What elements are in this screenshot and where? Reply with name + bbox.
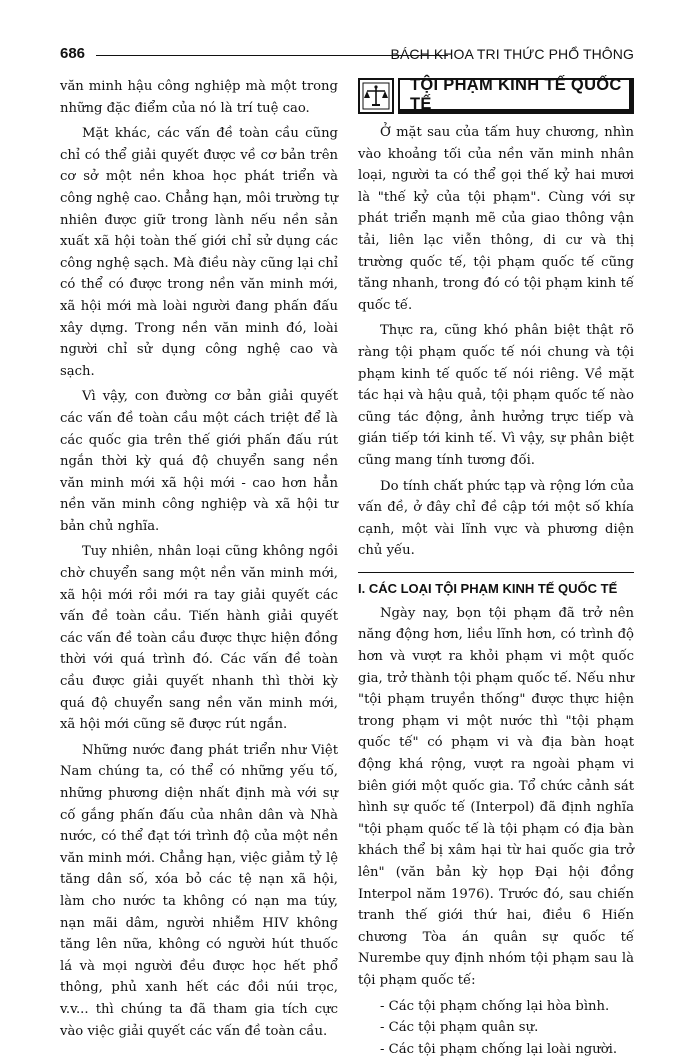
running-title: BÁCH KHOA TRI THỨC PHỔ THÔNG <box>390 46 634 62</box>
section-heading <box>358 76 634 116</box>
left-column <box>60 76 338 1046</box>
paragraph: Ngày nay, bọn tội phạm đã trở nên năng động hơn, liều lĩnh hơn, có trình độ hơn và vượt ra khỏi phạm vi một quốc gia, trở thành tội phạm quốc tế. Nếu như "tội phạm truyền thống" được thực hiện trong phạm vi một nước thì "tội phạm quốc tế" có phạm vi và địa bàn hoạt động khá rộng, vượt ra ngoài phạm vi biên giới một quốc gia. Tổ chức cảnh sát hình sự quốc tế (Interpol) đã định nghĩa "tội phạm quốc tế là tội phạm có địa bàn khách thể bị xâm hại từ hai quốc gia trở lên" (văn bản kỳ họp Đại hội đồng Interpol năm 1976). Trước đó, sau chiến tranh thế giới thứ hai, điều 6 Hiến chương Tòa án quân sự quốc tế Nurembe quy định nhóm tội phạm sau là tội phạm quốc tế: <box>358 605 634 988</box>
paragraph: Vì vậy, con đường cơ bản giải quyết các vấn đề toàn cầu một cách triệt để là các quốc gia trên thế giới phấn đấu rút ngắn thời kỳ quá độ chuyển sang nền văn minh mới xã hội mới - cao hơn hẳn nền văn minh công nghiệp và xã hội tư bản chủ nghĩa. <box>60 389 338 534</box>
bullet-list <box>358 996 634 1060</box>
paragraph: Thực ra, cũng khó phân biệt thật rõ ràng tội phạm quốc tế nói chung và tội phạm kinh tế quốc tế nói riêng. Về mặt tác hại và hậu quả, tội phạm quốc tế nào cũng tác động, ảnh hưởng trực tiếp và gián tiếp tới kinh tế. Vì vậy, sự phân biệt cũng mang tính tương đối. <box>358 323 634 468</box>
paragraph: Mặt khác, các vấn đề toàn cầu cũng chỉ có thể giải quyết được về cơ bản trên cơ sở một nền khoa học phát triển và công nghệ cao. Chẳng hạn, môi trường tự nhiên được giữ trong lành nếu nền sản xuất xã hội toàn thế giới chỉ sử dụng các công nghệ sạch. Mà điều này cũng lại chỉ có thể có được trong nền văn minh mới, xã hội mới mà loài người đang phấn đấu xây dựng. Trong nền văn minh đó, loài người chỉ sử dụng công nghệ cao và sạch. <box>60 126 338 379</box>
section-divider <box>358 572 634 573</box>
paragraph: văn minh hậu công nghiệp mà một trong những đặc điểm của nó là trí tuệ cao. <box>60 79 338 116</box>
subheading: I. CÁC LOẠI TỘI PHẠM KINH TẾ QUỐC TẾ <box>358 580 618 596</box>
paragraph: Tuy nhiên, nhân loại cũng không ngồi chờ chuyển sang một nền văn minh mới, xã hội mới rồi mới ra tay giải quyết các vấn đề toàn cầu. Tiến hành giải quyết các vấn đề toàn cầu được thực hiện đồng thời với quá trình đó. Các vấn đề toàn cầu được giải quyết nhanh thì thời kỳ quá độ chuyển sang nền văn minh mới, xã hội mới cũng sẽ được rút ngắn. <box>60 544 338 733</box>
section-title: TỘI PHẠM KINH TẾ QUỐC TẾ <box>410 75 622 113</box>
section-title-box <box>398 75 634 114</box>
paragraph: Ở mặt sau của tấm huy chương, nhìn vào khoảng tối của nền văn minh nhân loại, người ta có thể gọi thế kỷ hai mươi là "thế kỷ của tội phạm". Cùng với sự phát triển mạnh mẽ của giao thông vận tải, liên lạc viễn thông, di cư và thị trường quốc tế, tội phạm quốc tế cũng tăng nhanh, trong đó có tội phạm kinh tế quốc tế. <box>358 125 634 313</box>
right-column <box>358 76 634 1060</box>
paragraph: Do tính chất phức tạp và rộng lớn của vấn đề, ở đây chỉ đề cập tới một số khía cạnh, một vài lĩnh vực và phương diện chủ yếu. <box>358 478 634 559</box>
list-item: - Các tội phạm quân sự. <box>380 1020 539 1036</box>
scales-of-justice-icon <box>358 78 394 114</box>
list-item: - Các tội phạm chống lại hòa bình. <box>380 998 610 1014</box>
page-header <box>60 44 634 68</box>
list-item: - Các tội phạm chống lại loài người. <box>380 1041 618 1057</box>
page-number: 686 <box>60 45 86 62</box>
paragraph: Những nước đang phát triển như Việt Nam chúng ta, có thể có những yếu tố, những phương diện nhất định mà với sự cố gắng phấn đấu của nhân dân và Nhà nước, có thể đạt tới trình độ của một nền văn minh mới. Chẳng hạn, việc giảm tỷ lệ tăng dân số, xóa bỏ các tệ nạn xã hội, làm cho nước ta không có nạn ma túy, nạn mãi dâm, người nhiễm HIV không tăng lên nữa, không có người hút thuốc lá và mọi người đều được học hết phổ thông, phủ xanh hết các đồi núi trọc, v.v... thì chúng ta đã tham gia tích cực vào việc giải quyết các vấn đề toàn cầu. <box>60 742 338 1039</box>
